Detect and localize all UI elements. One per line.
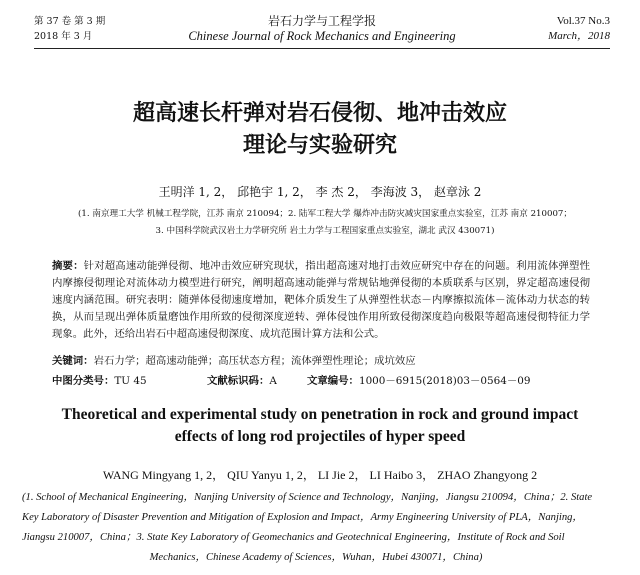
title-en-line-1: Theoretical and experimental study on penetration in rock and ground impact (61, 406, 579, 423)
abstract-label: 摘要： (52, 260, 84, 272)
classification-row (52, 372, 600, 388)
affiliation-cn-line-1: (1. 南京理工大学 机械工程学院，江苏 南京 210094；2. 陆军工程大学 爆炸冲击防灾减灾国家重点实验室，江苏 南京 210007； (78, 209, 572, 219)
volume-issue-en: Vol.37 No.3 (556, 15, 610, 27)
date-en: March，2018 (548, 30, 610, 42)
journal-name-en: Chinese Journal of Rock Mechanics and Engineering (188, 29, 456, 43)
affiliation-en-line-2: Key Laboratory of Disaster Prevention and Mitigation of Explosion and Impact，Army Engineering University of PLA，Nanjing， (22, 512, 584, 523)
article-number (307, 372, 530, 387)
journal-name-cn: 岩石力学与工程学报 (267, 14, 376, 28)
affiliations-cn (40, 206, 610, 240)
header-center (34, 14, 610, 44)
article-number-value: 1000－6915(2018)03－0564－09 (358, 375, 531, 387)
running-header (34, 14, 610, 48)
article-number-label: 文章编号： (307, 375, 359, 387)
title-cn-line-2: 理论与实验研究 (242, 133, 397, 158)
affiliation-en-line-4: Mechanics，Chinese Academy of Sciences，Wuhan，Hubei 430071，China) (149, 552, 483, 563)
header-rule (34, 48, 610, 49)
document-code (207, 372, 277, 387)
title-en (20, 404, 620, 448)
abstract (52, 258, 590, 343)
document-code-value: A (269, 375, 277, 387)
affiliation-en-line-1: (1. School of Mechanical Engineering，Nanjing University of Science and Technology，Nanjing，Jiangsu 210094，China；2. State (22, 492, 593, 503)
keywords-text: 岩石力学；超高速动能弹；高压状态方程；流体弹塑性理论；成坑效应 (93, 355, 416, 367)
affiliation-en-line-3: Jiangsu 210007，China；3. State Key Laboratory of Geomechanics and Geotechnical Engineering，Institute of Rock and Soil (22, 532, 565, 543)
title-cn-line-1: 超高速长杆弹对岩石侵彻、地冲击效应 (132, 101, 507, 126)
document-code-label: 文献标识码： (207, 375, 270, 387)
header-right (548, 14, 610, 44)
title-en-line-2: effects of long rod projectiles of hyper speed (174, 428, 466, 445)
title-cn (0, 98, 640, 162)
authors-en: WANG Mingyang 1, 2， QIU Yanyu 1, 2， LI Jie 2， LI Haibo 3， ZHAO Zhangyong 2 (102, 468, 538, 482)
keywords (52, 352, 600, 367)
affiliations-en (22, 488, 610, 568)
clc-number (52, 372, 147, 387)
volume-issue-cn: 第 37 卷 第 3 期 (34, 16, 106, 27)
affiliation-cn-line-2: 3. 中国科学院武汉岩土力学研究所 岩土力学与工程国家重点实验室，湖北 武汉 430071) (155, 226, 495, 236)
authors-cn: 王明洋 1, 2， 邱艳宇 1, 2， 李 杰 2， 李海波 3， 赵章泳 2 (158, 185, 482, 199)
keywords-label: 关键词： (52, 355, 94, 367)
clc-label: 中图分类号： (52, 375, 115, 387)
date-cn: 2018 年 3 月 (34, 31, 93, 42)
abstract-text: 针对超高速动能弹侵彻、地冲击效应研究现状，指出超高速对地打击效应研究中存在的问题。利用流体弹塑性内摩擦侵彻理论对流体动力模型进行研究，阐明超高速动能弹与常规钻地弹侵彻的本质联系与区别，界定超高速侵彻速度内涵范围。研究表明：随弹体侵彻速度增加，靶体介质发生了从弹塑性状态－内摩擦拟流体－流体动力状态的转换，从而呈现出弹体质量磨蚀作用所致的侵彻深度逆转、弹体侵蚀作用所致侵彻深度趋向极限等超高速侵彻特征力学现象。此外，还给出岩石中超高速侵彻深度、成坑范围计算方法和公式。 (52, 260, 590, 340)
clc-value: TU 45 (114, 375, 147, 387)
